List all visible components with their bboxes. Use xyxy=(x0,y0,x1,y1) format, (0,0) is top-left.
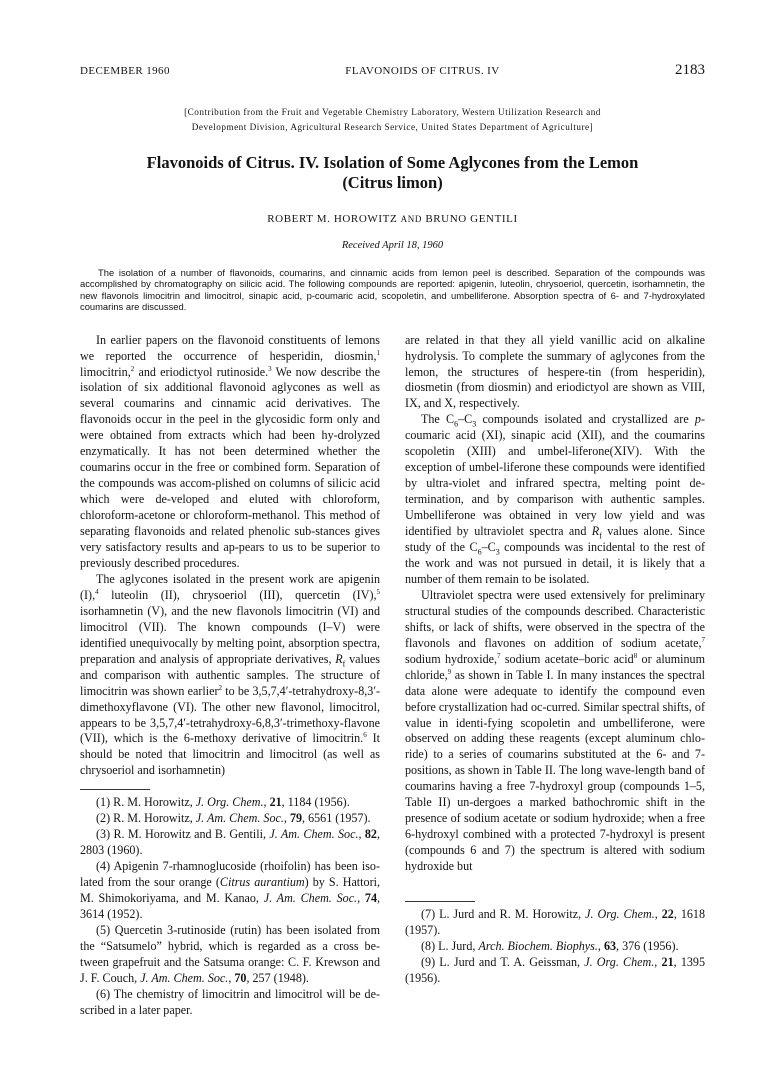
left-paragraph-2: The aglycones isolated in the present work are apigenin (I),$^4$ luteolin (II), chrysoeriol (III), quercetin (IV),$^5$ isorhamnetin (V), and the new flavonols limocitrin (VI) and limocitrol (VII). The known compounds (I–V) were identified unequivocally by melting point, absorption spectra, preparation and analysis of appropriate derivatives, $R_f$ values and comparison with authentic samples. The structure of limocitrin was shown earlier$^2$ to be 3,5,7,4′-tetrahydroxy-8,3′-dimethoxyflavone (VI). The other new flavonol, limocitrol, appears to be 3,5,7,4′-tetrahydroxy-6,8,3′-trimethoxy-flavone (VII), which is the 6-methoxy derivative of limocitrin.$^6$ It should be noted that limocitrin and limocitrol (as well as chrysoeriol and isorhamnetin) xyxy=(80,571,381,778)
title-line-1: Flavonoids of Citrus. IV. Isolation of Some Aglycones from the Lemon xyxy=(146,153,639,172)
right-column xyxy=(405,333,705,1019)
received-date: Received April 18, 1960 xyxy=(341,240,444,251)
footnote-3: (3) R. M. Horowitz and B. Gentili, J. Am. Chem. Soc., 82, 2803 (1960). xyxy=(80,827,380,858)
author-2: BRUNO GENTILI xyxy=(425,213,518,225)
footnote-4: (4) Apigenin 7-rhamnoglucoside (rhoifolin) has been iso-lated from the sour orange (Citrus aurantium) by S. Hattori, M. Shimokoriyama, and M. Kanao, J. Am. Chem. Soc., 74, 3614 (1952). xyxy=(80,859,381,921)
left-paragraph-1: In earlier papers on the flavonoid constituents of lemons we reported the occurrence of hesperidin, diosmin,$^1$ limocitrin,$^2$ and eriodictyol rutinoside.$^3$ We now describe the isolation of six additional flavonoid aglycones as well as several coumarins and cinnamic acid derivatives. The flavonoids occur in the peel in the glycosidic form only and were obtained from extracts which had been hy-drolyzed enzymatically. It has not been determined whether the coumarins occur in the free or combined form. Separation of the compounds was accom-plished on columns of silicic acid which were de-veloped and eluted with chloroform, chloroform-acetone or chloroform-methanol. This method of separating flavonoids and related phenolic sub-stances gives very satisfactory results and ap-pears to us to be superior to previously described procedures. xyxy=(80,332,380,570)
footnote-8: (8) L. Jurd, Arch. Biochem. Biophys., 63, 376 (1956). xyxy=(421,938,679,953)
contribution-line-1: [Contribution from the Fruit and Vegetable Chemistry Laboratory, Western Utilization Research and xyxy=(184,107,601,117)
left-column xyxy=(80,333,380,1019)
author-1: ROBERT M. HOROWITZ xyxy=(267,213,398,225)
author-line xyxy=(80,213,705,225)
footnote-9: (9) L. Jurd and T. A. Geissman, J. Org. Chem., 21, 1395 (1956). xyxy=(405,954,706,985)
footnote-divider xyxy=(80,789,150,790)
page-number: 2183 xyxy=(675,62,705,78)
footnote-2: (2) R. M. Horowitz, J. Am. Chem. Soc., 79, 6561 (1957). xyxy=(96,811,371,826)
footnote-1: (1) R. M. Horowitz, J. Org. Chem., 21, 1184 (1956). xyxy=(96,795,350,810)
article-title xyxy=(80,153,705,193)
contribution-note xyxy=(86,105,699,135)
abstract: The isolation of a number of flavonoids, coumarins, and cinnamic acids from lemon peel is described. Separation of the compounds was accomplished by chromatography on silicic acid. The following compounds are reported: apigenin, luteolin, chrysoeriol, quercetin, isorhamnetin, the new flavonols limocitrin and limocitrol, sinapic acid, p-coumaric acid, scopoletin, and umbelliferone. Absorption spectra of 6- and 7-hydroxylated coumarins are discussed. xyxy=(80,267,705,313)
right-paragraph-1: are related in that they all yield vanillic acid on alkaline hydrolysis. To complete the summary of aglycones from the lemon, the structures of hespere-tin (from hesperidin), diosmetin (from diosmin) and eriodictyol are shown as VIII, IX, and X, respectively. xyxy=(405,332,705,411)
body-columns xyxy=(80,333,705,1019)
author-conjunction: AND xyxy=(400,214,422,224)
issue-date: DECEMBER 1960 xyxy=(80,65,170,77)
footnote-6: (6) The chemistry of limocitrin and limocitrol will be de-scribed in a later paper. xyxy=(80,986,380,1017)
running-title: FLAVONOIDS OF CITRUS. IV xyxy=(345,65,500,77)
contribution-line-2: Development Division, Agricultural Research Service, United States Department of Agriculture] xyxy=(191,122,594,132)
right-paragraph-3: Ultraviolet spectra were used extensively for preliminary structural studies of the compounds described. Characteristic shifts, or lack of shifts, were observed in the spectra of the flavonols and flavones on addition of sodium acetate,$^7$ sodium hydroxide,$^7$ sodium acetate–boric acid$^8$ or aluminum chloride,$^9$ as shown in Table I. In many instances the spectral data alone were adequate to identify the compound even before crystallization had oc-curred. Similar spectral shifts, of value in identi-fying scopoletin and umbelliferone, were observed on adding these reagents (except aluminum chlo-ride) to a series of coumarins substituted at the 6- and 7-positions, as shown in Table II. The long wave-length band of coumarins having a free 7-hydroxyl group (compounds 1–5, Table II) un-dergoes a marked bathochromic shift in the presence of sodium acetate or sodium hydroxide; when a free 6-hydroxyl combined with a protected 7-hydroxyl is present (compounds 6 and 7) the spectrum is altered with sodium hydroxide but xyxy=(405,587,705,874)
right-paragraph-2: The $C_6-C_3$ compounds isolated and crystallized are p-coumaric acid (XI), sinapic acid (XII), and the coumarins scopoletin (XIII) and umbel-liferone(XIV). With the exception of umbel-liferone these compounds were identified by ultra-violet and infrared spectra, melting point de-termination, and by comparison with authentic samples. Umbelliferone was obtained in very low yield and was identified by ultraviolet spectra and $R_f$ values alone. Since study of the $C_6-C_3$ compounds was incidental to the rest of the work and was not pursued in detail, it is likely that a number of them remain to be isolated. xyxy=(405,412,705,586)
title-line-2: (Citrus limon) xyxy=(342,173,443,192)
running-head xyxy=(80,62,705,79)
footnote-divider xyxy=(405,901,475,902)
footnote-5: (5) Quercetin 3-rutinoside (rutin) has been isolated from the “Satsumelo” hybrid, which is regarded as a cross be-tween grapefruit and the Satsuma orange: C. F. Krewson and J. F. Couch, J. Am. Chem. Soc., 70, 257 (1948). xyxy=(80,922,380,985)
footnote-7: (7) L. Jurd and R. M. Horowitz, J. Org. Chem., 22, 1618 (1957). xyxy=(405,907,706,937)
